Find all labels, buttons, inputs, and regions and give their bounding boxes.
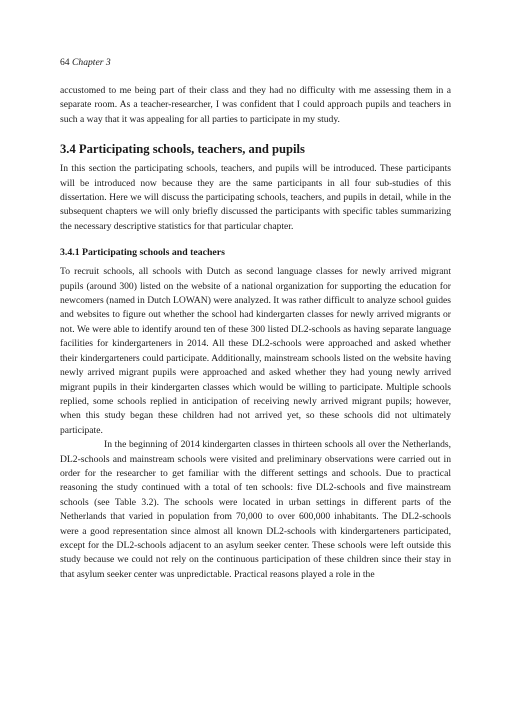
paragraph-section-intro: In this section the participating schools, teachers, and pupils will be introduced. These participants will be introduced now because they are the same participants in all four sub-studies of this dissertation. Here we will discuss the participating schools, teachers, and pupils in detail, while in the subsequent chapters we will only briefly discussed the participants with specific tables summarizing the necessary descriptive statistics for that particular chapter. (60, 163, 451, 232)
section-heading: 3.4 Participating schools, teachers, and pupils (60, 142, 305, 157)
paragraph-recruitment: To recruit schools, all schools with Dutch as second language classes for newly arrived migrant pupils (around 300) listed on the website of a national organization for supporting the education for newcomers (named in Dutch LOWAN) were analyzed. It was rather difficult to analyze school guides and websites to figure out whether the school had kindergarten classes for newly arrived migrants or not. We were able to identify around ten of these 300 listed DL2-schools as having separate language facilities for kindergarteners in 2014. All these DL2-schools were approached and asked whether their kindergarteners could participate. Additionally, mainstream schools listed on the website having newly arrived migrant pupils were approached and asked whether they had young newly arrived migrant pupils in their kindergarten classes which would be willing to participate. Multiple schools replied, some schools replied in anticipation of receiving newly arrived migrant pupils; however, when this study began these children had not arrived yet, so these schools did not ultimately participate. (60, 266, 451, 436)
subsection-heading: 3.4.1 Participating schools and teachers (60, 247, 225, 259)
paragraph-continued: accustomed to me being part of their class and they had no difficulty with me assessing them in a separate room. As a teacher-researcher, I was confident that I could approach pupils and teachers in such a way that it was appealing for all parties to participate in my study. (60, 85, 451, 125)
running-header (60, 56, 451, 69)
chapter-label: Chapter 3 (72, 57, 111, 68)
document-page (60, 56, 451, 582)
page-number: 64 (60, 57, 70, 68)
paragraph-schools: In the beginning of 2014 kindergarten classes in thirteen schools all over the Netherlands, DL2-schools and mainstream schools were visited and preliminary observations were carried out in order for the researcher to get familiar with the different settings and schools. Due to practical reasoning the study continued with a total of ten schools: five DL2-schools and five mainstream schools (see Table 3.2). The schools were located in urban settings in different parts of the Netherlands that varied in population from 70,000 to over 600,000 inhabitants. The DL2-schools were a good representation since almost all known DL2-schools with kindergarteners participated, except for the DL2-schools adjacent to an asylum seeker center. These schools were left outside this study because we could not rely on the continuous participation of these children since their stay in that asylum seeker center was unpredictable. Practical reasons played a role in the (60, 439, 451, 580)
